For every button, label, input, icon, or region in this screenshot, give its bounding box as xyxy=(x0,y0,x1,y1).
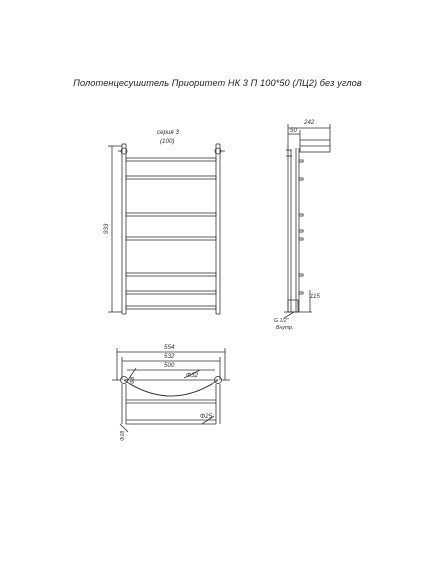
bottom-connector xyxy=(288,300,298,312)
small-diameter-label: Φ8 xyxy=(130,376,136,384)
offset-dimension-label: 50 xyxy=(290,127,297,134)
series-sub-label: (100) xyxy=(160,138,175,145)
width-mid-label: 532 xyxy=(164,353,175,360)
pipe-diameter-label: Φ32 xyxy=(186,372,199,379)
height-dimension-label: 933 xyxy=(103,223,110,234)
drawing-title: Полотенцесушитель Приоритет НК 3 П 100*50 (ЛЦ2) без углов xyxy=(73,78,362,88)
side-view xyxy=(284,124,330,318)
side-rung-stubs xyxy=(299,160,303,294)
bottom-dimension-label: 115 xyxy=(310,293,320,300)
depth-dimension-label: 242 xyxy=(304,119,315,126)
bar-diameter-label: Φ25 xyxy=(200,413,213,420)
width-inner-label: 500 xyxy=(164,362,175,369)
front-view xyxy=(108,144,225,314)
top-view-bars xyxy=(126,400,216,424)
rungs xyxy=(126,158,216,309)
thread-label: G 1/2" xyxy=(274,318,289,324)
width-outer-label: 554 xyxy=(164,344,175,351)
series-label: серия 3 xyxy=(157,129,179,136)
rung-diameter-label: Φ18 xyxy=(120,430,126,441)
top-view xyxy=(112,348,230,432)
thread-sub-label: Внутр. xyxy=(276,325,294,331)
